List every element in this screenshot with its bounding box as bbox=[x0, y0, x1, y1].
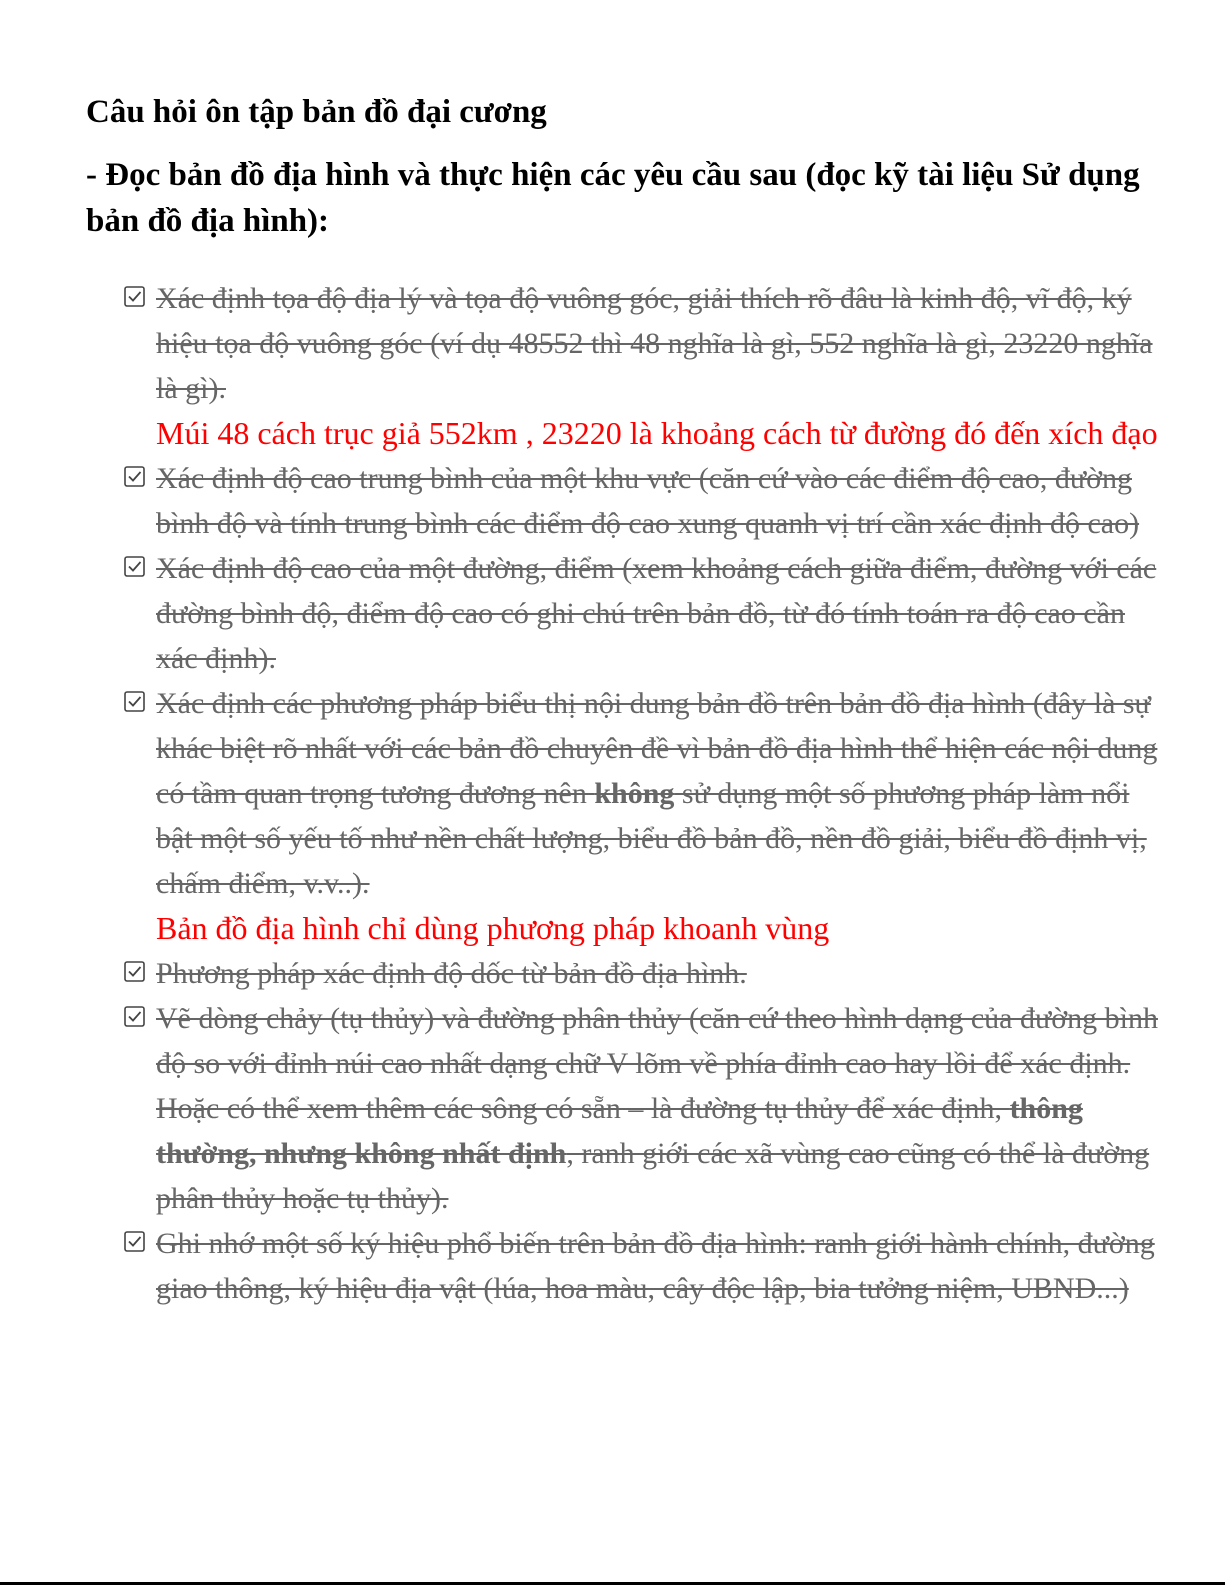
answer-note: Bản đồ địa hình chỉ dùng phương pháp khoanh vùng bbox=[156, 910, 830, 946]
bold-emphasis: không bbox=[594, 777, 675, 810]
checklist-item bbox=[86, 681, 1166, 951]
checked-checkbox-icon[interactable] bbox=[124, 556, 145, 577]
checklist-item bbox=[86, 546, 1166, 681]
checked-checkbox-icon[interactable] bbox=[124, 466, 145, 487]
checklist-item-text: Phương pháp xác định độ dốc từ bản đồ địa hình. bbox=[156, 957, 747, 990]
checklist-item bbox=[86, 276, 1166, 456]
checklist-item-text: Xác định độ cao của một đường, điểm (xem khoảng cách giữa điểm, đường với các đường bình độ, điểm độ cao có ghi chú trên bản đồ, từ đó tính toán ra độ cao cần xác định). bbox=[156, 552, 1157, 675]
bold-emphasis: thông thường, nhưng không nhất định bbox=[156, 1092, 1083, 1170]
checked-checkbox-icon[interactable] bbox=[124, 286, 145, 307]
checked-checkbox-icon[interactable] bbox=[124, 1006, 145, 1027]
checked-checkbox-icon[interactable] bbox=[124, 1231, 145, 1252]
document-page bbox=[86, 92, 1166, 1311]
checklist-item bbox=[86, 996, 1166, 1221]
checked-checkbox-icon[interactable] bbox=[124, 691, 145, 712]
page-title: Câu hỏi ôn tập bản đồ đại cương bbox=[86, 94, 547, 130]
text-part: Vẽ dòng chảy (tụ thủy) và đường phân thủy (căn cứ theo hình dạng của đường bình độ so với đỉnh núi cao nhất dạng chữ V lõm về phía đỉnh cao hay lồi để xác định. Hoặc có thể xem thêm các sông có sẵn – là đường tụ thủy để xác định, bbox=[156, 1002, 1158, 1125]
text-part: , ranh giới các xã vùng cao cũng có thể là đường phân thủy hoặc tụ thủy). bbox=[156, 1137, 1150, 1215]
checklist-item bbox=[86, 951, 1166, 996]
text-part: sử dụng một số phương pháp làm nổi bật một số yếu tố như nền chất lượng, biểu đồ bản đồ, nền đồ giải, biểu đồ định vị, chấm điểm, v.v..). bbox=[156, 777, 1147, 900]
text-part: Xác định các phương pháp biểu thị nội dung bản đồ trên bản đồ địa hình (đây là sự khác biệt rõ nhất với các bản đồ chuyên đề vì bản đồ địa hình thể hiện các nội dung có tầm quan trọng tương đương nên bbox=[156, 687, 1158, 810]
checklist-item bbox=[86, 1221, 1166, 1311]
checked-checkbox-icon[interactable] bbox=[124, 961, 145, 982]
checklist-item bbox=[86, 456, 1166, 546]
checklist-item-text: Xác định tọa độ địa lý và tọa độ vuông góc, giải thích rõ đâu là kinh độ, vĩ độ, ký hiệu tọa độ vuông góc (ví dụ 48552 thì 48 nghĩa là gì, 552 nghĩa là gì, 23220 nghĩa là gì). bbox=[156, 282, 1153, 405]
checklist bbox=[86, 276, 1166, 1311]
checklist-item-text: Ghi nhớ một số ký hiệu phổ biến trên bản đồ địa hình: ranh giới hành chính, đường giao thông, ký hiệu địa vật (lúa, hoa màu, cây độc lập, bia tưởng niệm, UBND...) bbox=[156, 1227, 1155, 1305]
checklist-item-text bbox=[156, 996, 1166, 1221]
checklist-item-text bbox=[156, 681, 1166, 906]
answer-note: Múi 48 cách trục giả 552km , 23220 là khoảng cách từ đường đó đến xích đạo bbox=[156, 415, 1158, 451]
checklist-item-text: Xác định độ cao trung bình của một khu vực (căn cứ vào các điểm độ cao, đường bình độ và tính trung bình các điểm độ cao xung quanh vị trí cần xác định độ cao) bbox=[156, 462, 1140, 540]
section-heading: - Đọc bản đồ địa hình và thực hiện các yêu cầu sau (đọc kỹ tài liệu Sử dụng bản đồ địa hình): bbox=[86, 157, 1140, 239]
